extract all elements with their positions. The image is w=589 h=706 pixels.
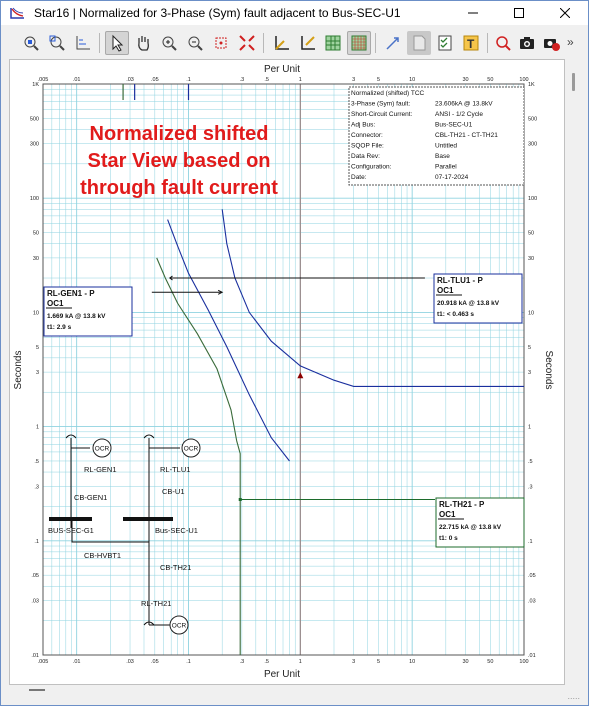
gen1-title: RL-GEN1 - P	[47, 289, 95, 298]
y-tick-label-right: 10	[528, 310, 535, 317]
x-tick-label-bottom: 50	[487, 659, 494, 665]
y-tick-label-right: .3	[528, 484, 533, 491]
y-tick-label-left: .03	[31, 598, 39, 605]
x-tick-label-top: 30	[462, 77, 469, 83]
x-tick-label-bottom: .01	[72, 659, 81, 665]
x-tick-label-bottom: .05	[151, 659, 159, 665]
y-tick-label-right: 500	[528, 116, 538, 123]
th21-branch	[144, 542, 170, 625]
y-tick-label-left: .01	[31, 653, 39, 659]
title-bar	[1, 1, 588, 25]
y-axis-label-right: Seconds	[543, 350, 554, 390]
zoom-in-icon	[160, 34, 178, 52]
zoom-area-button[interactable]	[45, 31, 69, 55]
y-tick-label-left: .5	[34, 458, 39, 465]
cb-th21-label: CB-TH21	[160, 563, 192, 572]
gen1-time: t1: 2.9 s	[47, 324, 72, 331]
x-axis-label-bottom: Per Unit	[263, 669, 301, 680]
x-tick-label-bottom: 100	[519, 659, 529, 665]
gen1-current: 1.669 kA @ 13.8 kV	[47, 313, 106, 320]
x-tick-label-bottom: .005	[37, 659, 49, 665]
info-key: Adj Bus:	[351, 121, 376, 129]
tcc-plot	[10, 60, 564, 684]
y-tick-label-right: 5	[528, 344, 532, 351]
x-tick-label-top: .005	[37, 77, 49, 83]
th21-current: 22.715 kA @ 13.8 kV	[439, 524, 502, 531]
y-tick-label-right: 1K	[528, 82, 535, 88]
zoom-fit-button[interactable]	[19, 31, 43, 55]
cb-u1-label: CB-U1	[162, 487, 185, 496]
th21-title: RL-TH21 - P	[439, 500, 485, 509]
status-bar	[1, 685, 588, 705]
grid-button[interactable]	[321, 31, 345, 55]
zoom-out-button[interactable]	[183, 31, 207, 55]
y-tick-label-right: 50	[528, 230, 535, 237]
y-tick-label-left: 500	[29, 116, 39, 123]
close-icon	[560, 8, 570, 18]
toolbar-overflow-chevron[interactable]: »	[567, 35, 574, 49]
info-key: Short-Circuit Current:	[351, 111, 413, 118]
cb-hvbt1-label: CB-HVBT1	[84, 551, 122, 560]
info-key: Configuration:	[351, 163, 392, 171]
x-tick-label-top: .1	[186, 77, 191, 83]
x-tick-label-bottom: 5	[376, 659, 381, 665]
y-tick-label-left: 300	[29, 141, 39, 148]
gen1-sub: OC1	[47, 299, 64, 308]
y-tick-label-right: .05	[528, 573, 536, 580]
grid-icon	[324, 34, 342, 52]
th21-marker	[239, 498, 242, 501]
axis-right-icon	[298, 34, 316, 52]
x-tick-label-bottom: 10	[409, 659, 416, 665]
ocr-label: OCR	[171, 622, 187, 630]
maximize-button[interactable]	[496, 1, 542, 25]
y-tick-label-right: 3	[528, 370, 532, 377]
tlu1-current: 20.918 kA @ 13.8 kV	[437, 300, 500, 307]
info-value: 23.606kA @ 13.8kV	[435, 100, 493, 108]
scrollbar-thumb[interactable]	[572, 73, 575, 91]
sheet-disabled-button[interactable]	[407, 31, 431, 55]
y-tick-label-right: 30	[528, 255, 535, 262]
camera-settings-button[interactable]	[539, 31, 563, 55]
y-tick-label-right: 300	[528, 141, 538, 148]
bus-sec-u1	[123, 517, 173, 521]
annotation-text	[80, 123, 278, 199]
axis-left-button[interactable]	[269, 31, 293, 55]
annotation-line: Star View based on	[87, 150, 271, 172]
ocr-label: OCR	[94, 445, 110, 453]
rl-tlu1-label: RL-TLU1	[160, 465, 191, 474]
x-tick-label-bottom: 1	[298, 659, 302, 665]
info-value: Untitled	[435, 142, 458, 150]
x-tick-label-top: .03	[126, 77, 134, 83]
close-button[interactable]	[542, 1, 588, 25]
th21-time: t1: 0 s	[439, 535, 458, 542]
camera-icon	[518, 34, 536, 52]
info-value: Bus-SEC-U1	[435, 121, 473, 129]
info-value: Base	[435, 153, 450, 160]
magnify-doc-icon	[494, 34, 512, 52]
svg-text:T: T	[467, 37, 475, 51]
x-tick-label-bottom: 30	[462, 659, 469, 665]
tlu1-time: t1: < 0.463 s	[437, 311, 475, 318]
y-tick-label-left: 5	[35, 344, 39, 351]
x-tick-label-top: .3	[239, 77, 245, 83]
info-key: Normalized (shifted) TCC	[351, 90, 425, 97]
zoom-area-icon	[48, 34, 66, 52]
vertical-scrollbar[interactable]	[567, 59, 584, 685]
select-pointer-icon	[108, 34, 126, 52]
gen1-branch	[66, 435, 90, 528]
y-tick-label-left: 10	[32, 310, 39, 317]
tlu1-title: RL-TLU1 - P	[437, 276, 483, 285]
info-key: Connector:	[351, 132, 383, 139]
annotation-line: Normalized shifted	[89, 123, 269, 145]
fit-red-icon	[238, 34, 256, 52]
axis-right-button[interactable]	[295, 31, 319, 55]
info-value: 07-17-2024	[435, 174, 469, 181]
x-tick-label-bottom: .03	[126, 659, 134, 665]
y-tick-label-left: .1	[34, 538, 39, 545]
ocr-label: OCR	[183, 445, 199, 453]
y-tick-label-right: 1	[528, 424, 532, 431]
app-icon	[10, 6, 25, 20]
one-line-diagram	[48, 435, 200, 634]
rl-th21-label: RL-TH21	[141, 599, 172, 608]
axis-left-icon	[272, 34, 290, 52]
info-key: 3-Phase (Sym) fault:	[351, 100, 411, 108]
y-tick-label-right: .03	[528, 598, 536, 605]
x-tick-label-top: 1	[298, 77, 302, 83]
resize-grip[interactable]: .....	[567, 691, 580, 701]
cb-gen1-label: CB-GEN1	[74, 493, 108, 502]
zoom-extents-button[interactable]	[209, 31, 233, 55]
x-tick-label-bottom: .3	[239, 659, 245, 665]
info-key: Date:	[351, 174, 367, 181]
x-tick-label-top: 100	[519, 77, 529, 83]
bus-sec-g1-label: BUS-SEC-G1	[48, 526, 94, 535]
minimize-icon	[468, 8, 478, 18]
y-tick-label-left: .05	[31, 573, 39, 580]
x-tick-label-bottom: .5	[264, 659, 269, 665]
tlu1-branch	[144, 435, 180, 528]
y-tick-label-left: 1	[35, 424, 39, 431]
zoom-out-icon	[186, 34, 204, 52]
zoom-extents-icon	[212, 34, 230, 52]
x-tick-label-top: 10	[409, 77, 416, 83]
y-tick-label-right: .1	[528, 538, 533, 545]
magnify-doc-button[interactable]	[491, 31, 515, 55]
info-value: Parallel	[435, 163, 457, 171]
grid-fine-button[interactable]	[347, 31, 371, 55]
grid-fine-icon	[350, 34, 368, 52]
info-value: ANSI - 1/2 Cycle	[435, 111, 484, 118]
checklist-button[interactable]	[433, 31, 457, 55]
fault-marker-icon	[297, 372, 303, 378]
bus-sec-u1-label: Bus-SEC-U1	[155, 526, 198, 535]
x-tick-label-top: .5	[264, 77, 269, 83]
y-tick-label-left: .3	[34, 484, 39, 491]
x-tick-label-top: 5	[376, 77, 381, 83]
info-value: CBL-TH21 - CT-TH21	[435, 132, 498, 139]
camera-settings-icon	[542, 34, 560, 52]
minimize-button[interactable]	[450, 1, 496, 25]
info-key: Data Rev:	[351, 153, 380, 160]
camera-button[interactable]	[515, 31, 539, 55]
x-tick-label-top: 3	[352, 77, 356, 83]
x-tick-label-top: .01	[72, 77, 81, 83]
zoom-in-button[interactable]	[157, 31, 181, 55]
sheet-disabled-icon	[410, 34, 428, 52]
y-tick-label-left: 1K	[32, 82, 39, 88]
window-title: Star16 | Normalized for 3-Phase (Sym) fault adjacent to Bus-SEC-U1	[34, 6, 401, 20]
y-tick-label-left: 3	[35, 370, 39, 377]
y-tick-label-left: 100	[29, 196, 39, 203]
device-labels	[44, 274, 524, 547]
select-pointer-button[interactable]	[105, 31, 129, 55]
x-axis-label-top: Per Unit	[263, 64, 301, 75]
pan-hand-icon	[134, 34, 152, 52]
annotation-line: through fault current	[80, 177, 278, 199]
toolbar	[1, 27, 588, 59]
bus-sec-g1	[49, 517, 92, 521]
tool-disabled-button[interactable]	[381, 31, 405, 55]
y-tick-label-left: 50	[32, 230, 39, 237]
y-tick-label-right: .01	[528, 653, 536, 659]
y-axis-label-left: Seconds	[13, 350, 24, 390]
tool-disabled-icon	[384, 34, 402, 52]
x-tick-label-top: .05	[151, 77, 159, 83]
zoom-fit-icon	[22, 34, 40, 52]
text-label-icon	[462, 34, 480, 52]
checklist-icon	[436, 34, 454, 52]
x-tick-label-top: 50	[487, 77, 494, 83]
tlu1-sub: OC1	[437, 286, 454, 295]
status-indicator	[29, 689, 45, 691]
pan-hand-button[interactable]	[131, 31, 155, 55]
rl-gen1-label: RL-GEN1	[84, 465, 117, 474]
x-tick-label-bottom: .1	[186, 659, 191, 665]
axis-scale-button[interactable]	[71, 31, 95, 55]
y-tick-label-right: .5	[528, 458, 533, 465]
fit-red-button[interactable]	[235, 31, 259, 55]
y-tick-label-right: 100	[528, 196, 538, 203]
tcc-plot-area[interactable]	[9, 59, 565, 685]
maximize-icon	[514, 8, 524, 18]
th21-sub: OC1	[439, 510, 456, 519]
axis-scale-icon	[74, 34, 92, 52]
x-tick-label-bottom: 3	[352, 659, 356, 665]
y-tick-label-left: 30	[32, 255, 39, 262]
info-key: SQOP File:	[351, 142, 384, 150]
text-label-button[interactable]	[459, 31, 483, 55]
info-box	[349, 87, 524, 185]
